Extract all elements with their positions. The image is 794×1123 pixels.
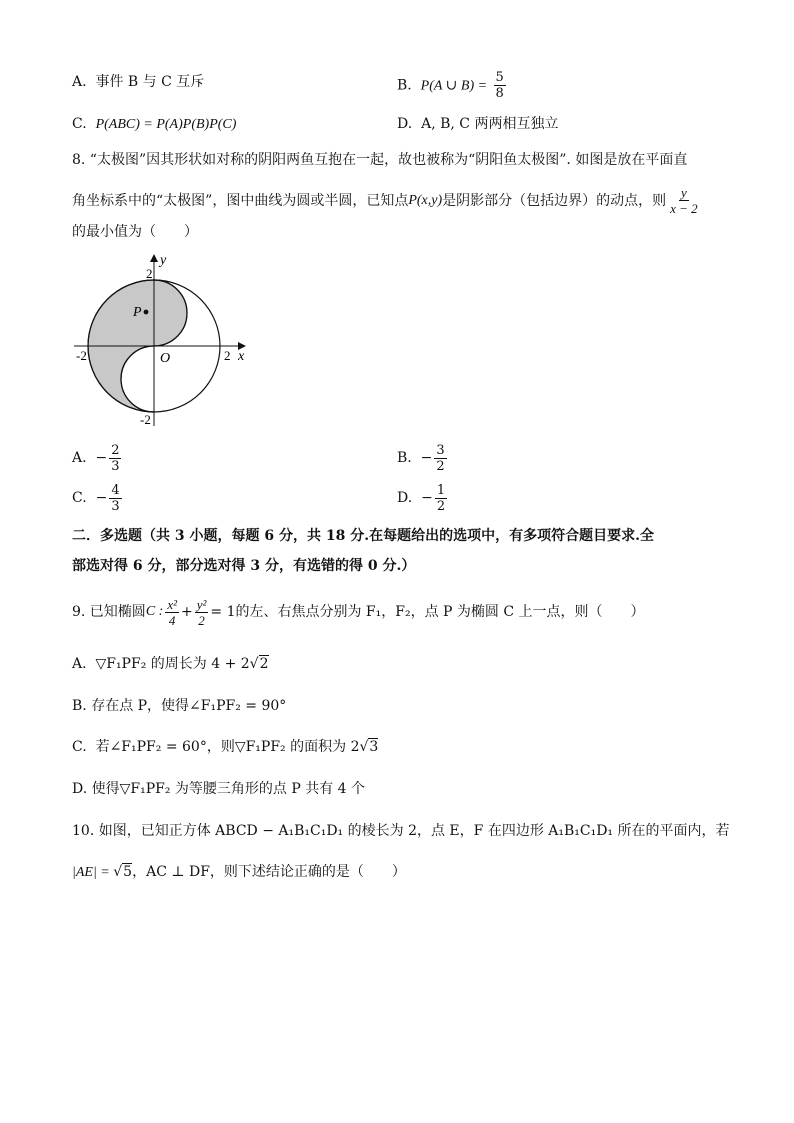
q7-option-d: D. A, B, C 两两相互独立 bbox=[397, 116, 559, 132]
q8-option-a: A. − $\frac{2}{3}$ bbox=[72, 442, 120, 474]
q9-option-c: C. 若∠F₁PF₂ = 60°，则▽F₁PF₂ 的面积为 2√3 bbox=[72, 739, 379, 755]
q7-option-c: C. P(ABC) = P(A)P(B)P(C) bbox=[72, 116, 237, 132]
q8-line3: 的最小值为（ ） bbox=[72, 224, 198, 240]
q7-option-b: B. P(A ∪ B) = $\frac{5}{8}$ bbox=[397, 70, 504, 101]
point-p-dot bbox=[144, 310, 149, 315]
q7-option-a: A. 事件 B 与 C 互斥 bbox=[72, 74, 205, 90]
label-y: y bbox=[160, 253, 167, 268]
q9-option-d: D. 使得▽F₁PF₂ 为等腰三角形的点 P 共有 4 个 bbox=[72, 781, 366, 797]
q8-option-c: C. − $\frac{4}{3}$ bbox=[72, 482, 120, 514]
q10-line2: |AE| = √5，AC ⊥ DF，则下述结论正确的是（ ） bbox=[72, 864, 406, 880]
q7-b-fraction: $\frac{5}{8}$ bbox=[495, 70, 504, 101]
tick-x-left: -2 bbox=[76, 348, 87, 363]
q8-fraction: $\frac{y}{x - 2}$ bbox=[670, 185, 698, 216]
label-x: x bbox=[238, 349, 245, 364]
q9-option-a: A. ▽F₁PF₂ 的周长为 4 + 2√2 bbox=[72, 656, 269, 672]
y-axis-arrow bbox=[150, 254, 158, 262]
section2-heading-line2: 部选对得 6 分，部分选对得 3 分，有选错的得 0 分.） bbox=[72, 558, 416, 574]
tick-y-bottom: -2 bbox=[140, 412, 151, 427]
tick-y-top: 2 bbox=[146, 266, 153, 281]
label-origin: O bbox=[160, 351, 171, 366]
tick-x-right: 2 bbox=[224, 348, 231, 363]
q10-line1: 10. 如图，已知正方体 ABCD − A₁B₁C₁D₁ 的棱长为 2，点 E，F 在四边形 A₁B₁C₁D₁ 所在的平面内，若 bbox=[72, 823, 730, 839]
q8-line1: 8. “太极图”因其形状如对称的阴阳两鱼互抱在一起，故也被称为“阴阳鱼太极图”. 如图是放在平面直 bbox=[72, 152, 688, 168]
q8-option-d: D. − $\frac{1}{2}$ bbox=[397, 482, 446, 514]
q9-option-b: B. 存在点 P，使得∠F₁PF₂ = 90° bbox=[72, 698, 287, 714]
q9-stem: 9. 已知椭圆 C : $\frac{\text{x²}}{4}$ + $\frac{\text{y²}}{2}$ = 1 的左、右焦点分别为 F₁，F₂，点 P 为椭圆 C 上一点，则（ ） bbox=[72, 596, 645, 628]
taiji-figure bbox=[70, 250, 250, 430]
q8-line2: 角坐标系中的“太极图”，图中曲线为圆或半圆，已知点 P(x,y) 是阴影部分（包括边界）的动点，则 $\frac{y}{x - 2}$ bbox=[72, 185, 698, 216]
label-p: P bbox=[133, 305, 142, 320]
q8-option-b: B. − $\frac{3}{2}$ bbox=[397, 442, 445, 474]
section2-heading-line1: 二．多选题（共 3 小题，每题 6 分，共 18 分.在每题给出的选项中，有多项符合题目要求.全 bbox=[72, 528, 654, 544]
